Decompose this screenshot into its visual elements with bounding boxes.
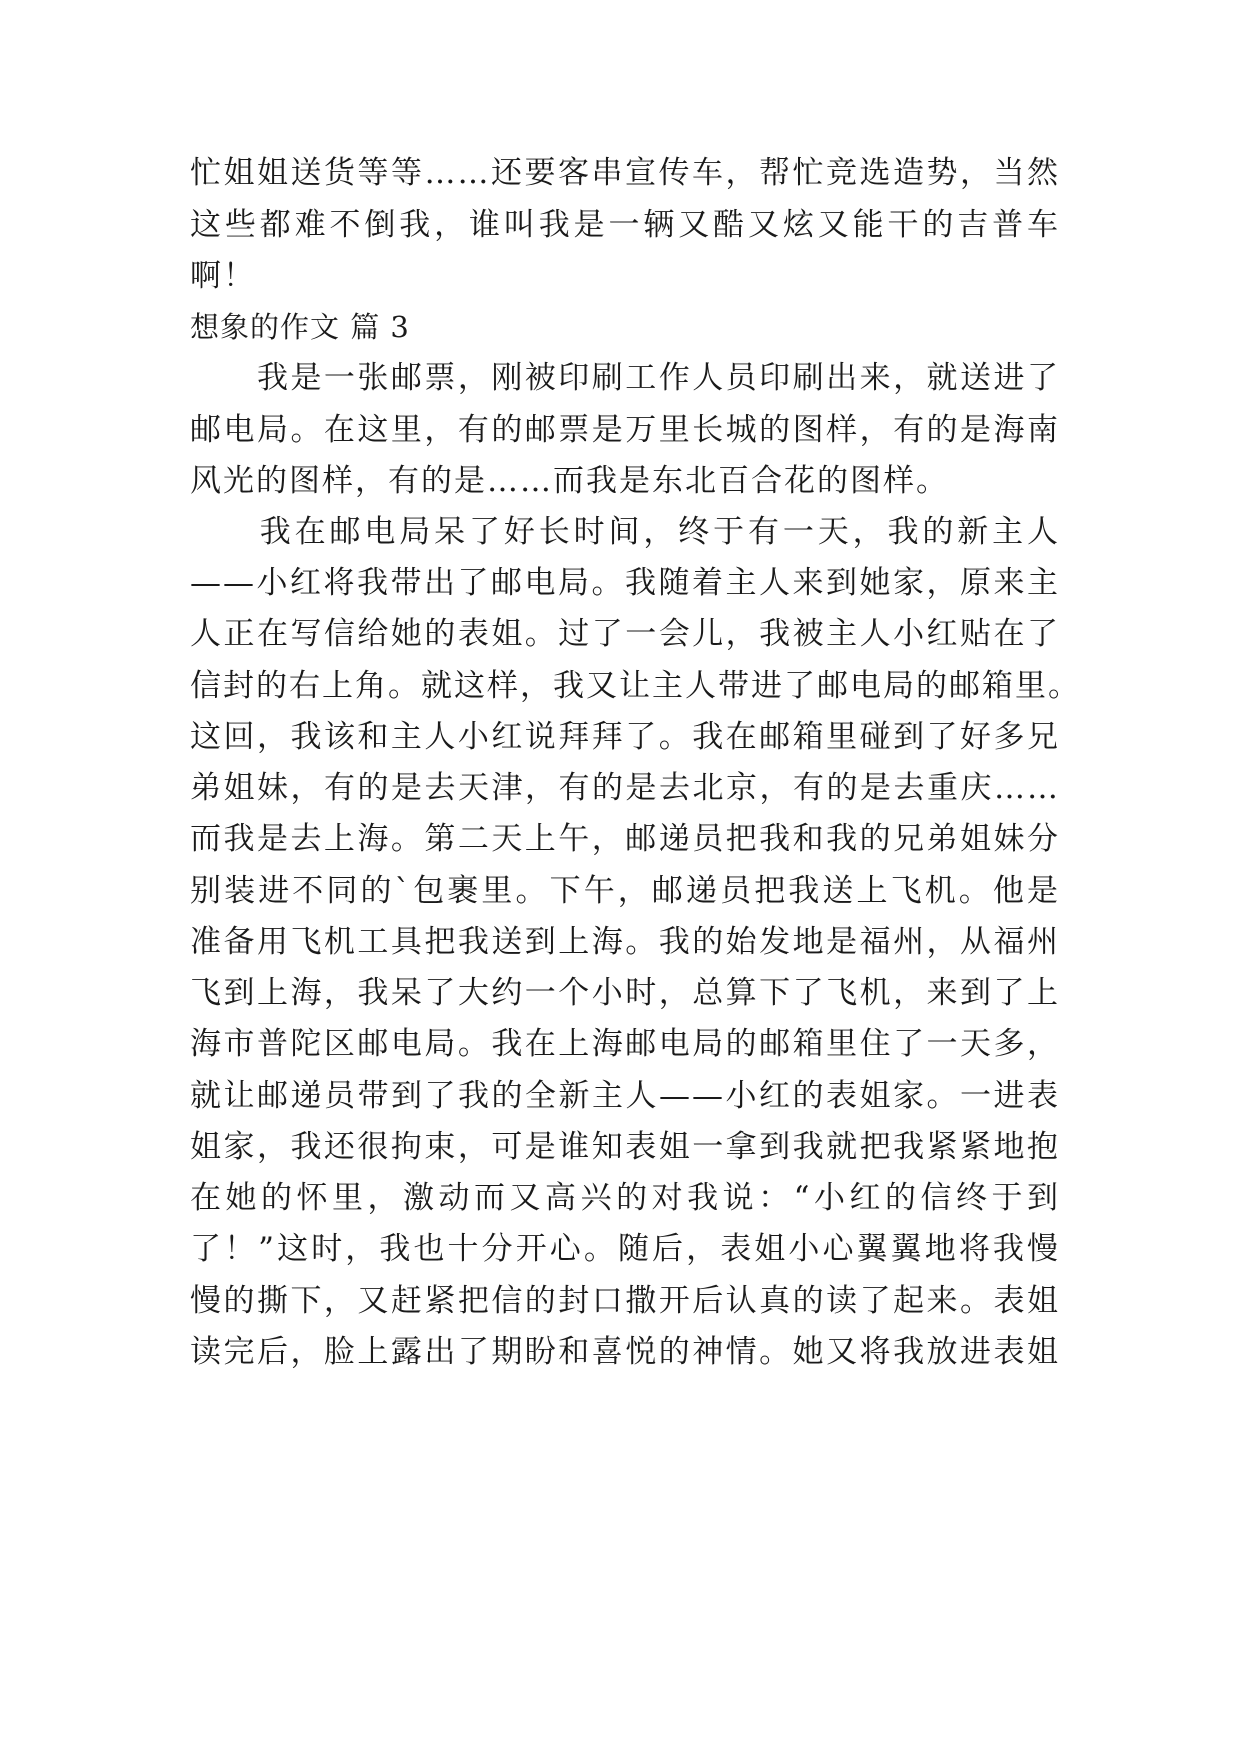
text-line: 读完后，脸上露出了期盼和喜悦的神情。她又将我放进表姐 xyxy=(190,1334,1060,1370)
text-line: 人正在写信给她的表姐。过了一会儿，我被主人小红贴在了 xyxy=(190,616,1060,652)
text-line: 慢的撕下，又赶紧把信的封口撒开后认真的读了起来。表姐 xyxy=(190,1283,1060,1319)
text-line: 啊！ xyxy=(190,258,256,294)
paragraph-first-line: 我是一张邮票，刚被印刷工作人员印刷出来，就送进了 xyxy=(190,360,1060,396)
text-line: 而我是去上海。第二天上午，邮递员把我和我的兄弟姐妹分 xyxy=(190,821,1060,857)
text-line: 这些都难不倒我，谁叫我是一辆又酷又炫又能干的吉普车 xyxy=(190,207,1060,243)
text-line: 姐家，我还很拘束，可是谁知表姐一拿到我就把我紧紧地抱 xyxy=(190,1129,1060,1165)
text-line: 信封的右上角。就这样，我又让主人带进了邮电局的邮箱里。 xyxy=(190,668,1081,704)
text-line: 了！”这时，我也十分开心。随后，表姐小心翼翼地将我慢 xyxy=(190,1231,1060,1267)
text-line: 飞到上海，我呆了大约一个小时，总算下了飞机，来到了上 xyxy=(190,975,1060,1011)
text-line: 这回，我该和主人小红说拜拜了。我在邮箱里碰到了好多兄 xyxy=(190,719,1060,755)
text-line: 就让邮递员带到了我的全新主人——小红的表姐家。一进表 xyxy=(190,1078,1060,1114)
section-heading: 想象的作文 篇 3 xyxy=(190,310,410,344)
text-line: 别装进不同的`包裹里。下午，邮递员把我送上飞机。他是 xyxy=(190,873,1060,909)
text-line: 邮电局。在这里，有的邮票是万里长城的图样，有的是海南 xyxy=(190,412,1060,448)
text-line: 在她的怀里，激动而又高兴的对我说：“小红的信终于到 xyxy=(190,1180,1060,1216)
text-line: 风光的图样，有的是……而我是东北百合花的图样。 xyxy=(190,463,949,499)
text-line: 准备用飞机工具把我送到上海。我的始发地是福州，从福州 xyxy=(190,924,1060,960)
text-line: 海市普陀区邮电局。我在上海邮电局的邮箱里住了一天多， xyxy=(190,1026,1060,1062)
paragraph-first-line: 我在邮电局呆了好长时间，终于有一天，我的新主人 xyxy=(190,514,1060,550)
text-line: 忙姐姐送货等等……还要客串宣传车，帮忙竞选造势，当然 xyxy=(190,155,1060,191)
text-line: 弟姐妹，有的是去天津，有的是去北京，有的是去重庆…… xyxy=(190,770,1060,806)
text-line: ——小红将我带出了邮电局。我随着主人来到她家，原来主 xyxy=(190,565,1060,601)
